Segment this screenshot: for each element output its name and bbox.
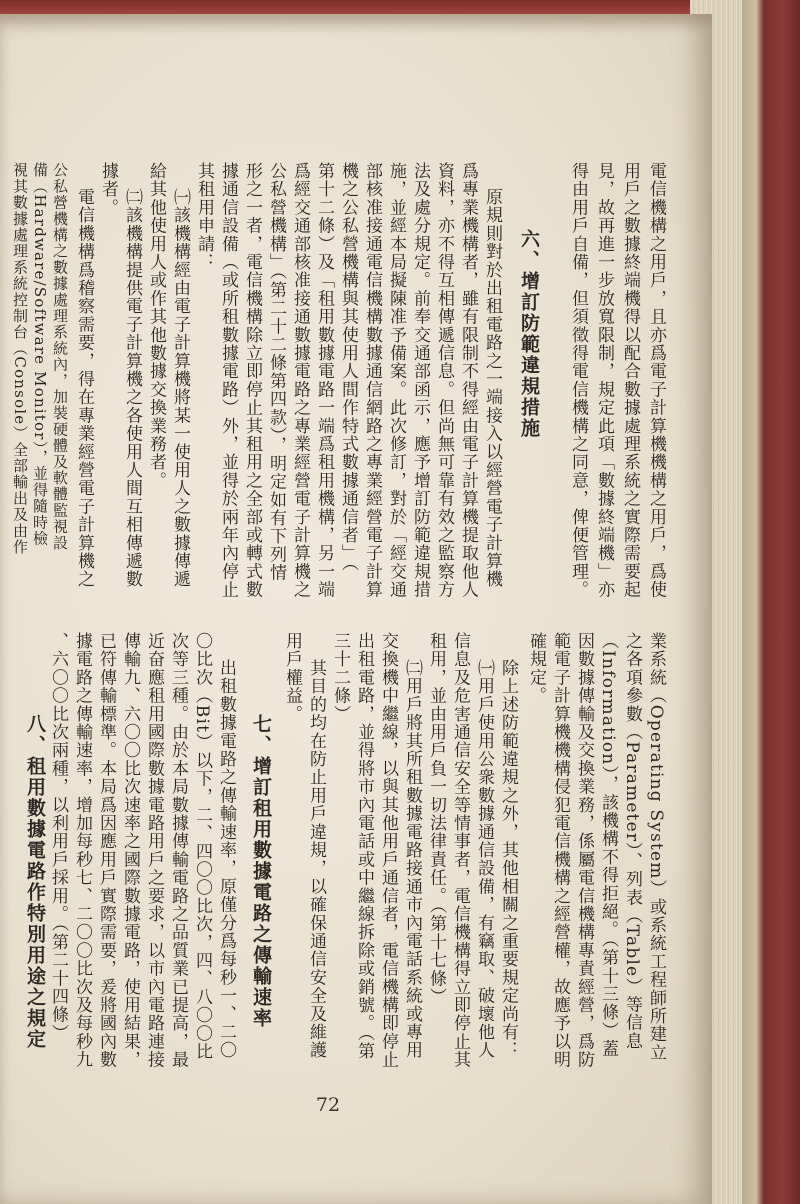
text-column: 出租數據電路之傳輸速率，原僅分爲每秒一、二〇 bbox=[216, 659, 236, 1060]
text-column: 除上述防範違規之外，其他相關之重要規定尚有： bbox=[498, 659, 518, 1060]
text-column: 交換機中繼線，以與其他用戶通信者，電信機構即停止 bbox=[378, 632, 398, 1069]
text-column: 範電子計算機機構侵犯電信機構之經營權，故應予以明 bbox=[550, 632, 570, 1069]
text-column: 業系統（Operating System）或系統工程師所建立 bbox=[646, 632, 666, 1062]
text-column: 施，並經本局擬陳准予備案。此次修訂，對於「經交通 bbox=[386, 162, 406, 599]
text-column: 形之一者，電信機構除立即停止其租用之全部或轉式數 bbox=[242, 162, 262, 599]
text-column: 近奋應租用國際數據電路用戶之要求，以市內電路連接 bbox=[144, 632, 164, 1069]
text-column: 機之公私營機構與其使用人間作特式數據通信者」（ bbox=[338, 162, 358, 573]
text-column: 公私營機構之數據處理系統內，加裝硬體及軟體監視設 bbox=[51, 162, 69, 551]
text-column: 據者。 bbox=[98, 162, 118, 217]
text-column: 見，故再進一步放寬限制，規定此項「數據終端機」亦 bbox=[594, 162, 614, 599]
text-column: 視其數據處理系統控制台（Console）全部輸出及由作 bbox=[11, 162, 29, 555]
text-column: 法及處分規定。前奉交通部函示，應予增訂防範違規措 bbox=[410, 162, 430, 599]
text-column: 公私營機構」（第二十二條第四款），明定如有下列情 bbox=[266, 162, 286, 582]
text-column: 信息及危害通信安全等情事者，電信機構得立即停止其 bbox=[450, 632, 470, 1069]
text-column: 〇比次（Bit）以下，二、四〇〇比次，四、八〇〇比 bbox=[192, 632, 212, 1061]
text-column: 租用，並由用戶負一切法律責任。（第十七條） bbox=[426, 632, 446, 1006]
text-column: 、六〇〇比次兩種，以利用戶採用。（第二十四條） bbox=[48, 632, 68, 1043]
text-column: 資料，亦不得互相傳遞信息。但尚無可靠有效之監察方 bbox=[434, 162, 454, 599]
text-column: 給其他使用人或作其他數據交換業務者。 bbox=[146, 162, 166, 490]
text-column: 次等三種。由於本局數據傳輸電路之品質業已提高，最 bbox=[168, 632, 188, 1069]
text-column: （Information），該機構不得拒絕。（第十三條）蓋 bbox=[598, 632, 618, 1058]
text-column: 備（Hardware/Software Monitor），並得隨時檢 bbox=[31, 162, 49, 547]
text-column: 電信機構之用戶，且亦爲電子計算機機構之用戶，爲使 bbox=[646, 162, 666, 599]
text-column: ㈡該機構提供電子計算機之各使用人間互相傳遞數 bbox=[122, 188, 142, 589]
page-number: 72 bbox=[315, 1094, 341, 1116]
text-column: 爲經交通部核准接通數據電路之專業經營電子計算機之 bbox=[290, 162, 310, 599]
book-page bbox=[0, 14, 712, 1204]
book-spine bbox=[742, 0, 800, 1204]
text-column: ㈠該機構經由電子計算機將某一使用人之數據傳遞 bbox=[170, 188, 190, 589]
text-column: 之各項參數（Parameter）、列表（Table）等信息 bbox=[622, 632, 642, 1051]
text-column: 出租電路，並得將市內電話或中繼線拆除或銷號。（第 bbox=[354, 632, 374, 1061]
text-column: 因數據傳輸及交換業務，係屬電信機構專責經營，爲防 bbox=[574, 632, 594, 1069]
section-heading-6: 六、增訂防範違規措施 bbox=[518, 229, 540, 439]
text-column: 已符傳輸標準。本局爲因應用戶實際需要，爰將國內數 bbox=[96, 632, 116, 1069]
text-column: 其目的均在防止用戶違規，以確保通信安全及維護 bbox=[306, 659, 326, 1060]
text-column: 確規定。 bbox=[526, 632, 546, 705]
text-column: 用戶之數據終端機得以配合數據處理系統之實際需要起 bbox=[620, 162, 640, 599]
text-column: 電信機構爲稽察需要，得在專業經營電子計算機之 bbox=[74, 188, 94, 589]
text-column: 第十二條）及「租用數據電路一端爲租用機構，另一端 bbox=[314, 162, 334, 599]
text-column: ㈠用戶使用公衆數據通信設備，有竊取、破壞他人 bbox=[474, 659, 494, 1060]
text-column: ㈡用戶將其所租數據電路接通市內電話系統或專用 bbox=[402, 659, 422, 1060]
text-column: 部核准接通電信機構數據通信網路之專業經營電子計算 bbox=[362, 162, 382, 599]
text-column: 用戶權益。 bbox=[282, 632, 302, 723]
text-column: 得由用戶自備，但須徵得電信機構之同意，俾便管理。 bbox=[568, 162, 588, 599]
text-column: 三十二條） bbox=[330, 632, 350, 723]
text-column: 原規則對於出租電路之一端接入以經營電子計算機 bbox=[482, 188, 502, 589]
text-column: 爲專業機構者，雖有限制不得經由電子計算機提取他人 bbox=[458, 162, 478, 599]
text-column: 其租用申請： bbox=[194, 162, 214, 272]
text-column: 據通信設備（或所租數據電路）外，並得於兩年內停止 bbox=[218, 162, 238, 599]
text-column: 據電路之傳輸速率，增加每秒七、二〇〇比次及每秒九 bbox=[72, 632, 92, 1069]
section-heading-7: 七、增訂租用數據電路之傳輸速率 bbox=[250, 714, 272, 1029]
text-column: 傳輸九、六〇〇比次速率之國際數據電路，使用結果， bbox=[120, 632, 140, 1069]
section-heading-8: 八、租用數據電路作特別用途之規定 bbox=[24, 714, 46, 1050]
